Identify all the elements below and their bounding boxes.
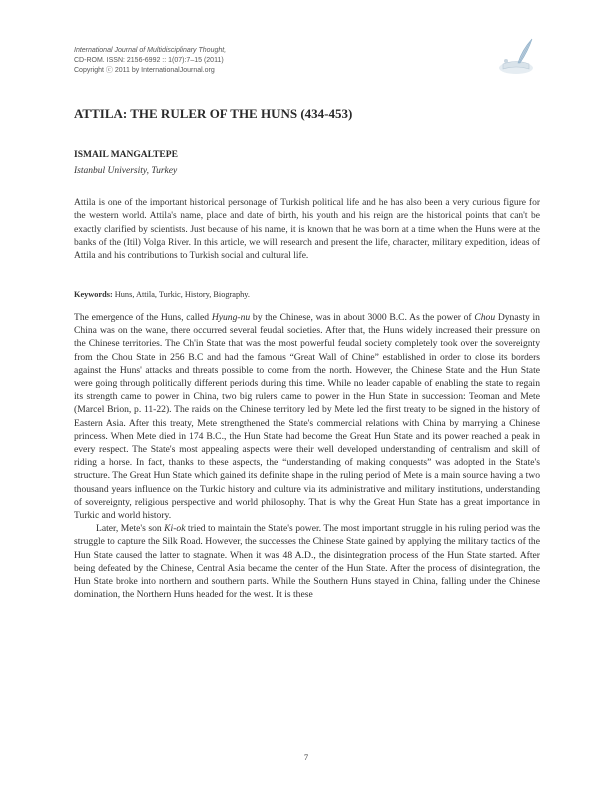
body-p2-text-a: Later, Mete's son — [96, 523, 165, 535]
keywords-label: Keywords: — [74, 290, 113, 299]
journal-name: International Journal of Multidisciplinary Thought, — [74, 47, 227, 54]
copyright-line: Copyright ⓒ 2011 by InternationalJournal.org — [74, 67, 215, 74]
body-p2-text-c: tried to maintain the State's power. The most important struggle in his ruling period was the struggle to capture the Silk Road. However, the successes the Chinese State gained by applying the military tactics of the Hun State caused the latter to stagnate. When it was 48 A.D., the disintegration process of the Hun State started. After being defeated by the Chinese, Central Asia became the center of the Hun State. After the process of disintegration, the Hun State broke into northern and southern parts. While the Southern Huns stayed in China, falling under the Chinese domination, the Northern Huns headed for the west. It is these — [74, 523, 540, 601]
body-paragraph-1 — [74, 311, 540, 522]
body-paragraph-2 — [74, 522, 540, 601]
abstract: Attila is one of the important historical personage of Turkish political life and he has also been a very curious figure for the western world. Attila's name, place and date of birth, his youth and his reign are the historical points that can't be exactly clarified by scientists. Just because of his name, it is known that he was born at a time when the Huns were at the banks of the (Itil) Volga River. In this article, we will research and present the life, character, military expedition, ideas of Attila and his contributions to Turkish social and cultural life. — [74, 198, 540, 262]
keywords-line — [74, 290, 540, 299]
keywords-text: Huns, Attila, Turkic, History, Biography. — [114, 290, 250, 299]
author-affiliation: Istanbul University, Turkey — [74, 166, 178, 176]
issn-line: CD-ROM. ISSN: 2156-6992 :: 1(07):7–15 (2011) — [74, 57, 224, 64]
paper-title: ATTILA: THE RULER OF THE HUNS (434-453) — [74, 106, 353, 121]
body-p1-text-c: by the Chinese, was in about 3000 B.C. As the power of — [250, 312, 475, 323]
journal-header — [74, 46, 304, 76]
body-text — [74, 311, 540, 601]
term-ki-ok: Ki-ok — [164, 523, 186, 535]
page-number: 7 — [303, 752, 309, 762]
body-p1-text-a: The emergence of the Huns, called — [74, 312, 212, 323]
term-chou: Chou — [474, 312, 496, 323]
body-p1-text-e: Dynasty in China was on the wane, there occurred several feudal societies. After that, the Huns widely increased their pressure on the Chinese territories. The Ch'in State that was the most powerful feudal society completely took over the sovereignty from the Chou State in 256 B.C and had the famous “Great Wall of Chine” established in order to close its borders against the Huns' attacks and threats possible to come from the north. However, the Chinese State and the Hun State were going through politically different periods during this time. While no leader capable of enabling the state to regain its strength came to power in China, two big rulers came to power in the Hun State in succession: Teoman and Mete (Marcel Brion, p. 11-22). The raids on the Chinese territory led by Mete led the first treaty to be signed in the history of Eastern Asia. After this treaty, Mete strengthened the State's commercial relations with China by marrying a Chinese princess. When Mete died in 174 B.C., the Hun State had become the Great Hun State and its power reached a peak in every respect. The State's most appealing aspects were their well developed understanding of centralism and skill of riding a horse. In fact, thanks to these aspects, the “understanding of making conquests” was adopted in the State's structure. The Great Hun State which gained its definite shape in the ruling period of Mete is a main source having a two thousand years influence on the Turkic history and culture via its administrative and military institutions, understanding of sovereignty, religious perspective and world philosophy. That is why the Great Hun State has a great importance in Turkic and world history. — [74, 312, 540, 522]
quill-and-scroll-icon — [494, 34, 538, 78]
author-name: ISMAIL MANGALTEPE — [74, 150, 178, 160]
term-hyung-nu: Hyung-nu — [211, 312, 251, 323]
